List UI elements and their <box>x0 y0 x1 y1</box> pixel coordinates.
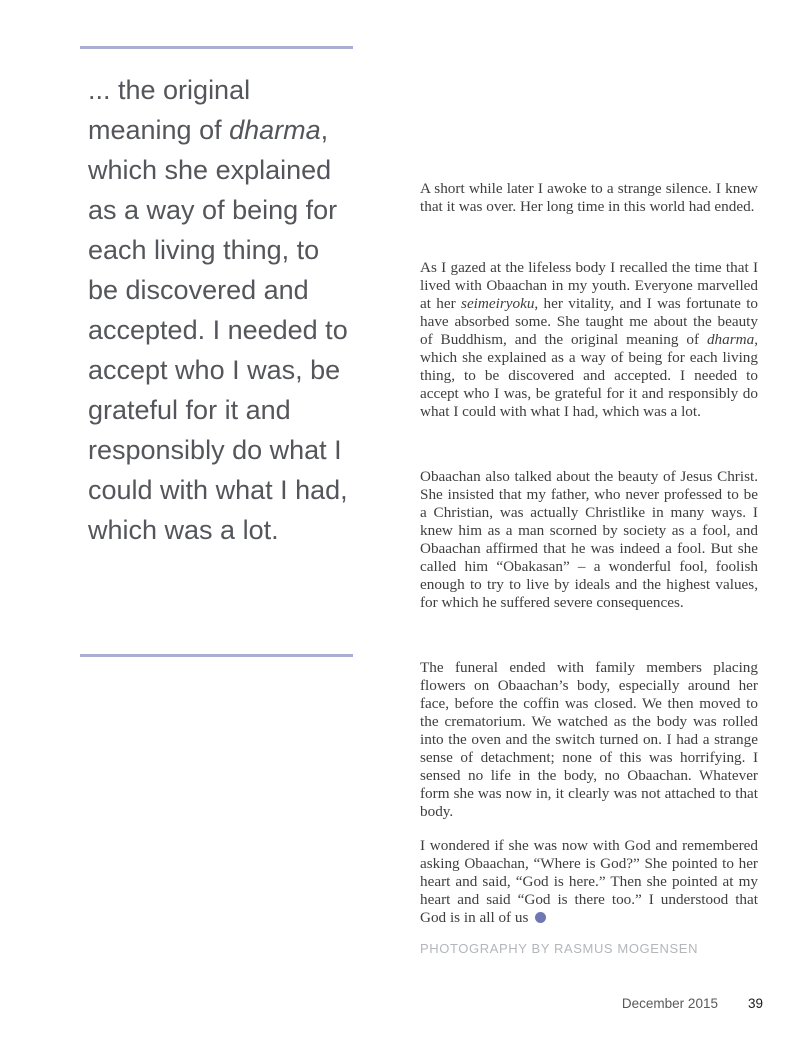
pull-quote-top-rule <box>80 46 353 49</box>
article-paragraph-4: The funeral ended with family members placing flowers on Obaachan’s body, especially around her face, before the coffin was closed. We then moved to the crematorium. We watched as the body was rolled into the oven and the switch turned on. I had a strange sense of detachment; none of this was horrifying. I sensed no life in the body, no Obaachan. Whatever form she was now in, it clearly was not attached to that body. <box>420 659 758 820</box>
article-paragraph-5-text: I wondered if she was now with God and remembered asking Obaachan, “Where is God?” She pointed to her heart and said, “God is here.” Then she pointed at my heart and said “God is there too.” I understood that God is in all of us <box>420 837 758 926</box>
article-paragraph-3: Obaachan also talked about the beauty of Jesus Christ. She insisted that my father, who never professed to be a Christian, was actually Christlike in many ways. I knew him as a man scorned by society as a fool, and Obaachan affirmed that he was indeed a fool. But she called him “Obakasan” – a wonderful fool, foolish enough to try to live by ideals and the highest values, for which he suffered severe consequences. <box>420 468 758 611</box>
article-paragraph-2: As I gazed at the lifeless body I recalled the time that I lived with Obaachan in my youth. Everyone marvelled at her seimeiryoku, her vitality, and I was fortunate to have absorbed some. She taught me about the beauty of Buddhism, and the original meaning of dharma, which she explained as a way of being for each living thing, to be discovered and accepted. I needed to accept who I was, be grateful for it and responsibly do what I could with what I had, which was a lot. <box>420 259 759 420</box>
end-of-article-icon <box>535 912 546 923</box>
pull-quote-text: ... the original meaning of dharma, which she explained as a way of being for each living thing, to be discovered and accepted. I needed to accept who I was, be grateful for it and responsibly do what I could with what I had, which was a lot. <box>88 75 348 545</box>
issue-date: December 2015 <box>621 996 718 1011</box>
page-footer <box>622 996 763 1011</box>
pull-quote-bottom-rule <box>80 654 353 657</box>
page-number: 39 <box>747 996 763 1011</box>
photo-credit: PHOTOGRAPHY BY RASMUS MOGENSEN <box>420 941 699 956</box>
article-paragraph-1: A short while later I awoke to a strange silence. I knew that it was over. Her long time in this world had ended. <box>420 180 758 215</box>
article-body <box>420 180 758 927</box>
article-paragraph-5 <box>420 837 758 927</box>
